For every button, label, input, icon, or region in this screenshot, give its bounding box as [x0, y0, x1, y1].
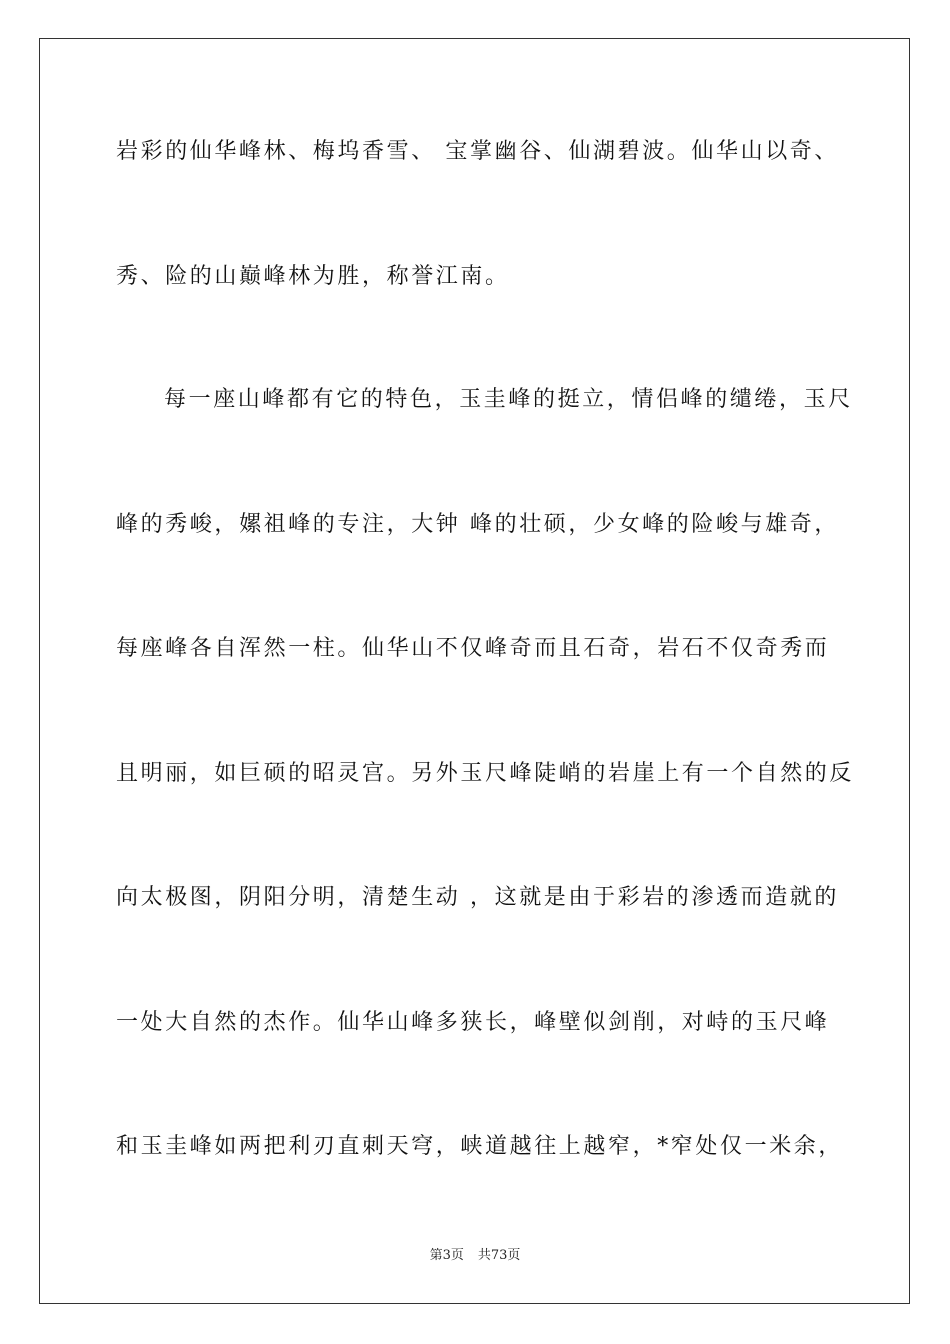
text-line-4: 峰的秀峻，嫘祖峰的专注，大钟 峰的壮硕，少女峰的险峻与雄奇， [116, 512, 839, 537]
text-line-3: 每一座山峰都有它的特色，玉圭峰的挺立，情侣峰的缱绻，玉尺 [164, 387, 853, 412]
text-line-1: 岩彩的仙华峰林、梅坞香雪、 宝掌幽谷、仙湖碧波。仙华山以奇、 [116, 139, 839, 164]
text-line-2: 秀、险的山巅峰林为胜，称誉江南。 [116, 264, 510, 289]
text-line-6: 且明丽，如巨硕的昭灵宫。另外玉尺峰陡峭的岩崖上有一个自然的反 [116, 761, 855, 786]
text-line-8: 一处大自然的杰作。仙华山峰多狭长，峰壁似剑削，对峙的玉尺峰 [116, 1010, 830, 1035]
text-line-9: 和玉圭峰如两把利刃直刺天穹，峡道越往上越窄，*窄处仅一米余， [116, 1134, 844, 1159]
page-border [39, 38, 910, 1304]
page-footer [0, 1247, 950, 1265]
text-line-7: 向太极图，阴阳分明，清楚生动 ，这就是由于彩岩的渗透而造就的 [116, 885, 839, 910]
total-pages-label: 共73页 [477, 1248, 521, 1263]
current-page-label: 第3页 [429, 1248, 464, 1263]
text-line-5: 每座峰各自浑然一柱。仙华山不仅峰奇而且石奇，岩石不仅奇秀而 [116, 636, 830, 661]
